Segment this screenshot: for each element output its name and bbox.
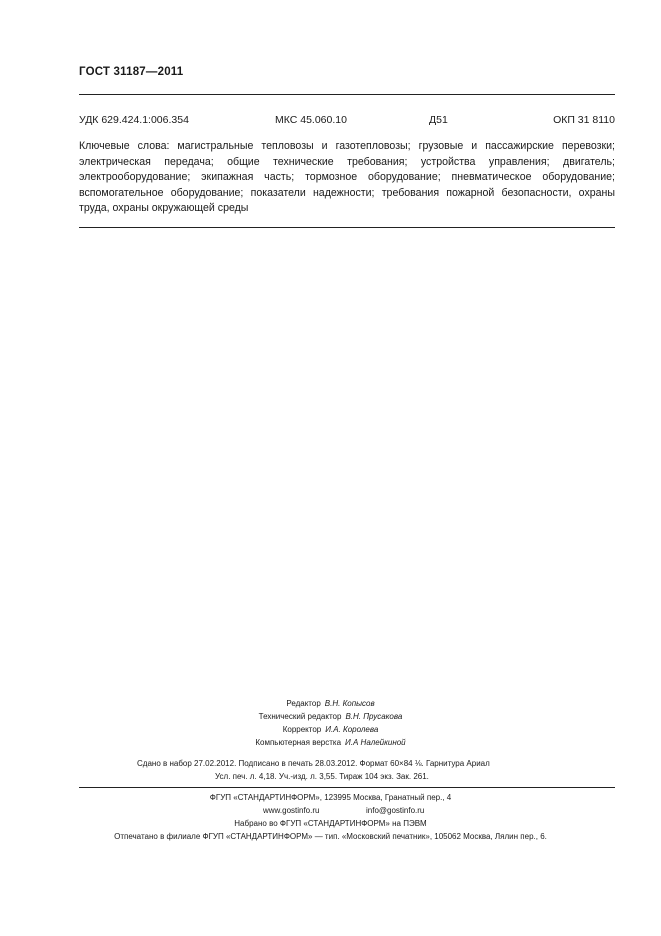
publisher-contacts (0, 804, 661, 817)
imprint-divider (79, 787, 615, 788)
imprint-line-1: Сдано в набор 27.02.2012. Подписано в печать 28.03.2012. Формат 60×84 ⅛. Гарнитура Ариал (137, 759, 490, 768)
editorial-credits (0, 697, 661, 749)
proofreader-name: И.А. Королева (325, 725, 379, 734)
keywords-divider (79, 227, 615, 228)
tech-editor-name: В.Н. Прусакова (345, 712, 403, 721)
standard-number: ГОСТ 31187—2011 (79, 66, 184, 78)
publisher-info (0, 791, 661, 843)
editor-role: Редактор (286, 699, 321, 708)
editor-name: В.Н. Копысов (324, 699, 375, 708)
typeset-note: Набрано во ФГУП «СТАНДАРТИНФОРМ» на ПЭВМ (234, 819, 427, 828)
publisher-address: ФГУП «СТАНДАРТИНФОРМ», 123995 Москва, Гранатный пер., 4 (209, 793, 452, 802)
publisher-email: info@gostinfo.ru (366, 806, 425, 815)
publisher-website: www.gostinfo.ru (263, 806, 320, 815)
tech-editor-role: Технический редактор (258, 712, 342, 721)
classification-codes (79, 114, 615, 128)
mks-code: МКС 45.060.10 (275, 114, 347, 126)
okp-code: ОКП 31 8110 (553, 114, 615, 126)
d-code: Д51 (429, 114, 448, 126)
imprint-line-2: Усл. печ. л. 4,18. Уч.-изд. л. 3,55. Тираж 104 экз. Зак. 261. (215, 772, 429, 781)
editor-line (0, 697, 661, 710)
keywords-paragraph: Ключевые слова: магистральные тепловозы и газотепловозы; грузовые и пассажирские перевозки; электрическая передача; общие технические требования; устройства управления; двигатель; электрооборудование; экипажная часть; тормозное оборудование; пневматическое оборудование; вспомогательное оборудование; показатели надежности; требования пожарной безопасности, охраны труда, охраны окружающей среды (79, 140, 615, 215)
layout-name: И.А Налейкиной (345, 738, 406, 747)
layout-role: Компьютерная верстка (255, 738, 342, 747)
proofreader-role: Корректор (282, 725, 322, 734)
tech-editor-line (0, 710, 661, 723)
udk-code: УДК 629.424.1:006.354 (79, 114, 189, 126)
proofreader-line (0, 723, 661, 736)
header-divider (79, 94, 615, 95)
layout-line (0, 736, 661, 749)
printed-note: Отпечатано в филиале ФГУП «СТАНДАРТИНФОРМ» — тип. «Московский печатник», 105062 Москва, Лялин пер., 6. (114, 832, 547, 841)
